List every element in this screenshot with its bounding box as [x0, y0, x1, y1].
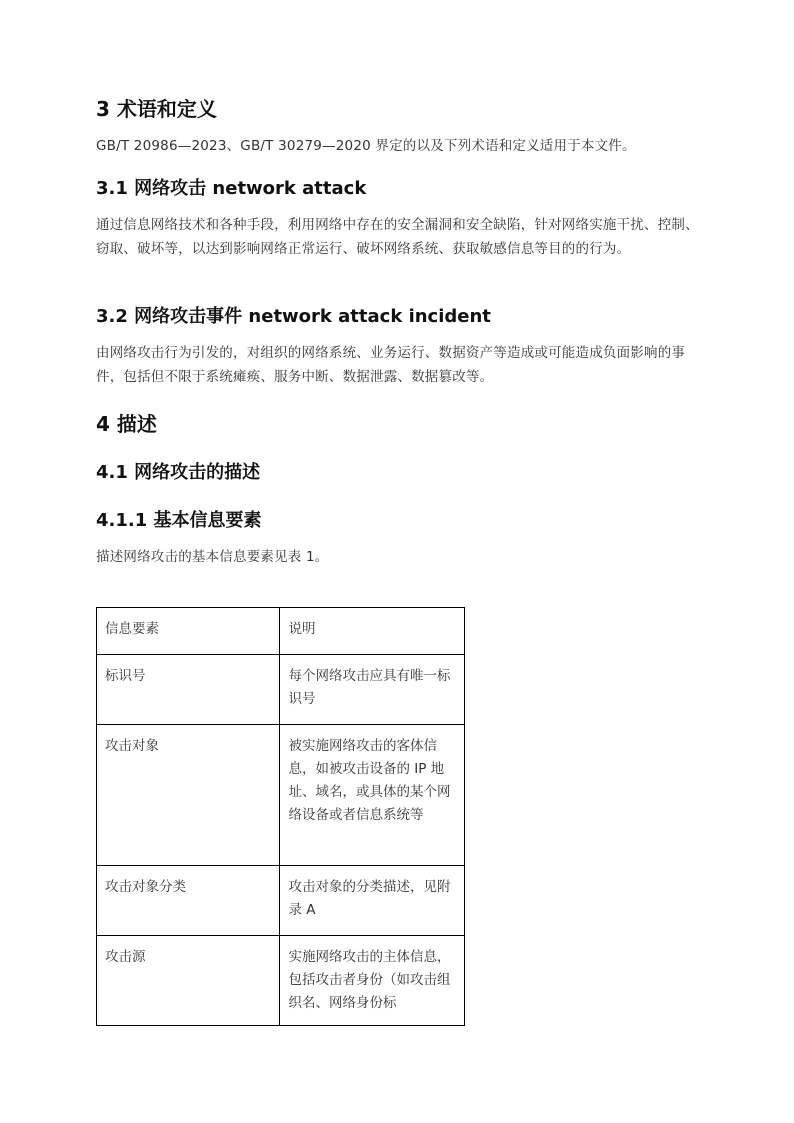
section-4-1-1-heading: 4.1.1 基本信息要素	[96, 510, 262, 531]
table-row	[97, 936, 465, 1026]
table-row	[97, 655, 465, 725]
section-3-1-heading: 3.1 网络攻击 network attack	[96, 178, 367, 199]
table-cell: 攻击对象的分类描述，见附录 A	[280, 866, 465, 936]
basic-info-table	[96, 607, 465, 1026]
section-3-intro: GB/T 20986—2023、GB/T 30279—2020 界定的以及下列术语和定义适用于本文件。	[96, 138, 636, 154]
section-3-1-body: 通过信息网络技术和各种手段，利用网络中存在的安全漏洞和安全缺陷，针对网络实施干扰、控制、窃取、破坏等，以达到影响网络正常运行、破坏网络系统、获取敏感信息等目的的行为。	[96, 217, 699, 257]
table-row	[97, 866, 465, 936]
section-3-2-body: 由网络攻击行为引发的，对组织的网络系统、业务运行、数据资产等造成或可能造成负面影响的事件，包括但不限于系统瘫痪、服务中断、数据泄露、数据篡改等。	[96, 345, 686, 385]
section-3-2-heading: 3.2 网络攻击事件 network attack incident	[96, 306, 491, 327]
table-cell: 每个网络攻击应具有唯一标识号	[280, 655, 465, 725]
table-cell: 实施网络攻击的主体信息，包括攻击者身份（如攻击组织名、网络身份标	[280, 936, 465, 1026]
table-cell: 标识号	[97, 655, 280, 725]
section-4-1-1-body: 描述网络攻击的基本信息要素见表 1。	[96, 549, 329, 565]
section-4-1-heading: 4.1 网络攻击的描述	[96, 462, 261, 483]
table-header-cell: 说明	[280, 608, 465, 655]
table-header-row	[97, 608, 465, 655]
table-cell: 攻击对象	[97, 725, 280, 866]
table-cell: 被实施网络攻击的客体信息，如被攻击设备的 IP 地址、域名，或具体的某个网络设备或者信息系统等	[280, 725, 465, 866]
section-3-heading: 3 术语和定义	[96, 97, 217, 121]
table-cell: 攻击源	[97, 936, 280, 1026]
table-cell: 攻击对象分类	[97, 866, 280, 936]
section-4-heading: 4 描述	[96, 412, 157, 436]
table-header-cell: 信息要素	[97, 608, 280, 655]
table-row	[97, 725, 465, 866]
